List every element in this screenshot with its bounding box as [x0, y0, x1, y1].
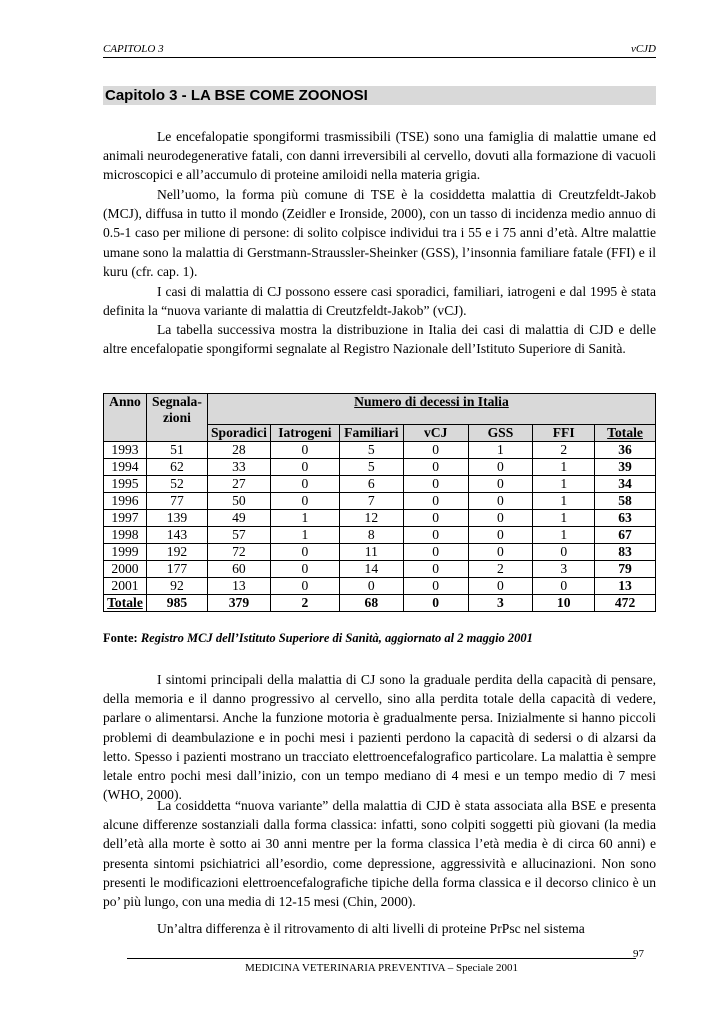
table-row	[104, 510, 656, 527]
table-row	[104, 527, 656, 544]
table-cell: 52	[146, 476, 207, 493]
table-cell: 1998	[104, 527, 147, 544]
table-cell: 0	[468, 476, 533, 493]
table-cell: 1995	[104, 476, 147, 493]
table-cell: 0	[403, 561, 468, 578]
table-source	[103, 631, 533, 646]
table-cell: 60	[207, 561, 270, 578]
table-cell: 0	[468, 544, 533, 561]
table-cell: 1	[533, 493, 595, 510]
total-cell: 472	[595, 595, 656, 612]
col-header-ffi: FFI	[533, 425, 595, 442]
chapter-title: Capitolo 3 - LA BSE COME ZOONOSI	[103, 86, 656, 105]
table-cell: 7	[339, 493, 403, 510]
table-row	[104, 561, 656, 578]
table-row	[104, 493, 656, 510]
table-cell: 0	[533, 544, 595, 561]
paragraph-5: I sintomi principali della malattia di CJ sono la graduale perdita della capacità di pensare, della memoria e il danno progressivo al cervello, sino alla perdita totale della capacità di vedere, parlare o alimentarsi. Anche la funzione motoria è gradualmente persa. Inizialmente si hanno piccoli problemi di deambulazione e in pochi mesi i pazienti perdono la capacità di sedersi o di alzarsi da letto. Spesso i pazienti mostrano un tracciato elettroencefalografico particolare. La malattia è sempre letale entro pochi mesi dall’inizio, con un tempo mediano di 4 mesi e un tempo medio di 7 mesi (WHO, 2000).	[103, 672, 656, 803]
paragraph-7: Un’altra differenza è il ritrovamento di alti livelli di proteine PrPsc nel sistema	[157, 921, 585, 936]
table-group-title: Numero di decessi in Italia	[207, 394, 655, 425]
table-cell: 1996	[104, 493, 147, 510]
table-cell: 0	[403, 476, 468, 493]
table-cell: 1	[533, 476, 595, 493]
table-cell: 0	[468, 510, 533, 527]
table-cell: 2	[468, 561, 533, 578]
table-row	[104, 476, 656, 493]
table-cell: 1993	[104, 442, 147, 459]
table-cell: 1	[533, 510, 595, 527]
table-cell: 14	[339, 561, 403, 578]
table-cell: 57	[207, 527, 270, 544]
table-body	[104, 442, 656, 612]
table-cell: 177	[146, 561, 207, 578]
paragraph-6: La cosiddetta “nuova variante” della malattia di CJD è stata associata alla BSE e presenta alcune differenze sostanziali dalla forma classica: infatti, sono colpiti soggetti più giovani (la media dell’età alla morte è sotto ai 30 anni mentre per la forma classica l’età media è di circa 60 anni) e presenta sintomi psichiatrici all’esordio, come depressione, aggressività e allucinazioni. Non sono presenti le modificazioni elettroencefalografiche tipiche della forma classica e il decorso clinico è un po’ più lungo, con una media di 12-15 mesi (Chin, 2000).	[103, 798, 656, 910]
table-cell: 5	[339, 442, 403, 459]
table-cell: 139	[146, 510, 207, 527]
table-cell: 6	[339, 476, 403, 493]
paragraph-4: La tabella successiva mostra la distribuzione in Italia dei casi di malattia di CJD e delle altre encefalopatie spongiformi segnalate al Registro Nazionale dell’Istituto Superiore di Sanità.	[103, 322, 656, 357]
col-header-iatrogeni: Iatrogeni	[270, 425, 339, 442]
table-cell: 0	[270, 459, 339, 476]
total-cell: 2	[270, 595, 339, 612]
table-cell: 0	[270, 544, 339, 561]
col-header-anno: Anno	[104, 394, 147, 442]
total-cell: 0	[403, 595, 468, 612]
table-cell: 92	[146, 578, 207, 595]
paragraph-2: Nell’uomo, la forma più comune di TSE è la cosiddetta malattia di Creutzfeldt-Jakob (MCJ), diffusa in tutto il mondo (Zeidler e Ironside, 2000), con un tasso di incidenza medio annuo di 0.5-1 caso per milione di persone: di solito colpisce individui tra i 55 e i 75 anni d’età. Altre malattie umane sono la malattia di Gerstmann-Straussler-Sheinker (GSS), l’insonnia familiare fatale (FFI) e il kuru (cfr. cap. 1).	[103, 187, 656, 279]
table-cell: 0	[403, 544, 468, 561]
table-cell: 51	[146, 442, 207, 459]
deaths-table	[103, 393, 656, 612]
col-header-segnalazioni: Segnala-zioni	[146, 394, 207, 442]
col-header-vcj: vCJ	[403, 425, 468, 442]
paragraph-3: I casi di malattia di CJ possono essere casi sporadici, familiari, iatrogeni e dal 1995 è stata definita la “nuova variante di malattia di Creutzfeldt-Jakob” (vCJ).	[103, 284, 656, 319]
table-cell: 33	[207, 459, 270, 476]
table-cell: 2	[533, 442, 595, 459]
paragraph-1: Le encefalopatie spongiformi trasmissibili (TSE) sono una famiglia di malattie umane ed animali neurodegenerative fatali, con danni irreversibili al cervello, dovuti alla formazione di vacuoli microscopici e all’accumulo di proteine amiloidi nella materia grigia.	[103, 129, 656, 183]
table-cell: 50	[207, 493, 270, 510]
table-cell: 1	[270, 527, 339, 544]
col-header-gss: GSS	[468, 425, 533, 442]
col-header-sporadici: Sporadici	[207, 425, 270, 442]
table-cell: 63	[595, 510, 656, 527]
table-cell: 34	[595, 476, 656, 493]
table-cell: 1997	[104, 510, 147, 527]
table-cell: 0	[468, 459, 533, 476]
table-cell: 0	[468, 578, 533, 595]
table-cell: 192	[146, 544, 207, 561]
table-row	[104, 544, 656, 561]
table-cell: 79	[595, 561, 656, 578]
table-cell: 0	[270, 561, 339, 578]
table-cell: 83	[595, 544, 656, 561]
table-cell: 2000	[104, 561, 147, 578]
table-cell: 0	[468, 493, 533, 510]
table-cell: 13	[595, 578, 656, 595]
table-row	[104, 459, 656, 476]
table-cell: 0	[270, 578, 339, 595]
col-header-familiari: Familiari	[339, 425, 403, 442]
source-label: Fonte:	[103, 631, 138, 645]
table-cell: 12	[339, 510, 403, 527]
table-cell: 0	[403, 578, 468, 595]
table-cell: 1	[468, 442, 533, 459]
total-cell: 985	[146, 595, 207, 612]
table-cell: 1	[533, 527, 595, 544]
total-cell: 379	[207, 595, 270, 612]
table-cell: 5	[339, 459, 403, 476]
table-cell: 1	[270, 510, 339, 527]
table-cell: 0	[403, 510, 468, 527]
table-cell: 8	[339, 527, 403, 544]
table-cell: 0	[403, 459, 468, 476]
table-cell: 0	[270, 476, 339, 493]
table-cell: 3	[533, 561, 595, 578]
total-cell: Totale	[104, 595, 147, 612]
table-cell: 143	[146, 527, 207, 544]
table-cell: 0	[468, 527, 533, 544]
table-cell: 67	[595, 527, 656, 544]
table-row	[104, 442, 656, 459]
table-cell: 77	[146, 493, 207, 510]
table-cell: 0	[403, 527, 468, 544]
table-cell: 11	[339, 544, 403, 561]
running-header	[103, 41, 656, 58]
page-number: 97	[633, 948, 644, 960]
table-cell: 0	[270, 442, 339, 459]
header-right: vCJD	[630, 43, 656, 55]
table-cell: 0	[403, 442, 468, 459]
table-cell: 27	[207, 476, 270, 493]
table-cell: 0	[270, 493, 339, 510]
table-cell: 72	[207, 544, 270, 561]
table-cell: 58	[595, 493, 656, 510]
table-cell: 49	[207, 510, 270, 527]
source-text: Registro MCJ dell’Istituto Superiore di Sanità, aggiornato al 2 maggio 2001	[140, 631, 533, 645]
table-cell: 39	[595, 459, 656, 476]
table-cell: 1999	[104, 544, 147, 561]
table-cell: 62	[146, 459, 207, 476]
table-cell: 0	[403, 493, 468, 510]
table-cell: 2001	[104, 578, 147, 595]
col-header-totale: Totale	[595, 425, 656, 442]
table-cell: 36	[595, 442, 656, 459]
total-cell: 3	[468, 595, 533, 612]
table-cell: 0	[533, 578, 595, 595]
table-cell: 1	[533, 459, 595, 476]
table-cell: 0	[339, 578, 403, 595]
running-footer: MEDICINA VETERINARIA PREVENTIVA – Speciale 2001	[127, 958, 636, 974]
table-cell: 1994	[104, 459, 147, 476]
total-cell: 10	[533, 595, 595, 612]
table-row	[104, 578, 656, 595]
header-left: CAPITOLO 3	[103, 43, 164, 55]
table-cell: 13	[207, 578, 270, 595]
total-cell: 68	[339, 595, 403, 612]
table-total-row	[104, 595, 656, 612]
table-cell: 28	[207, 442, 270, 459]
